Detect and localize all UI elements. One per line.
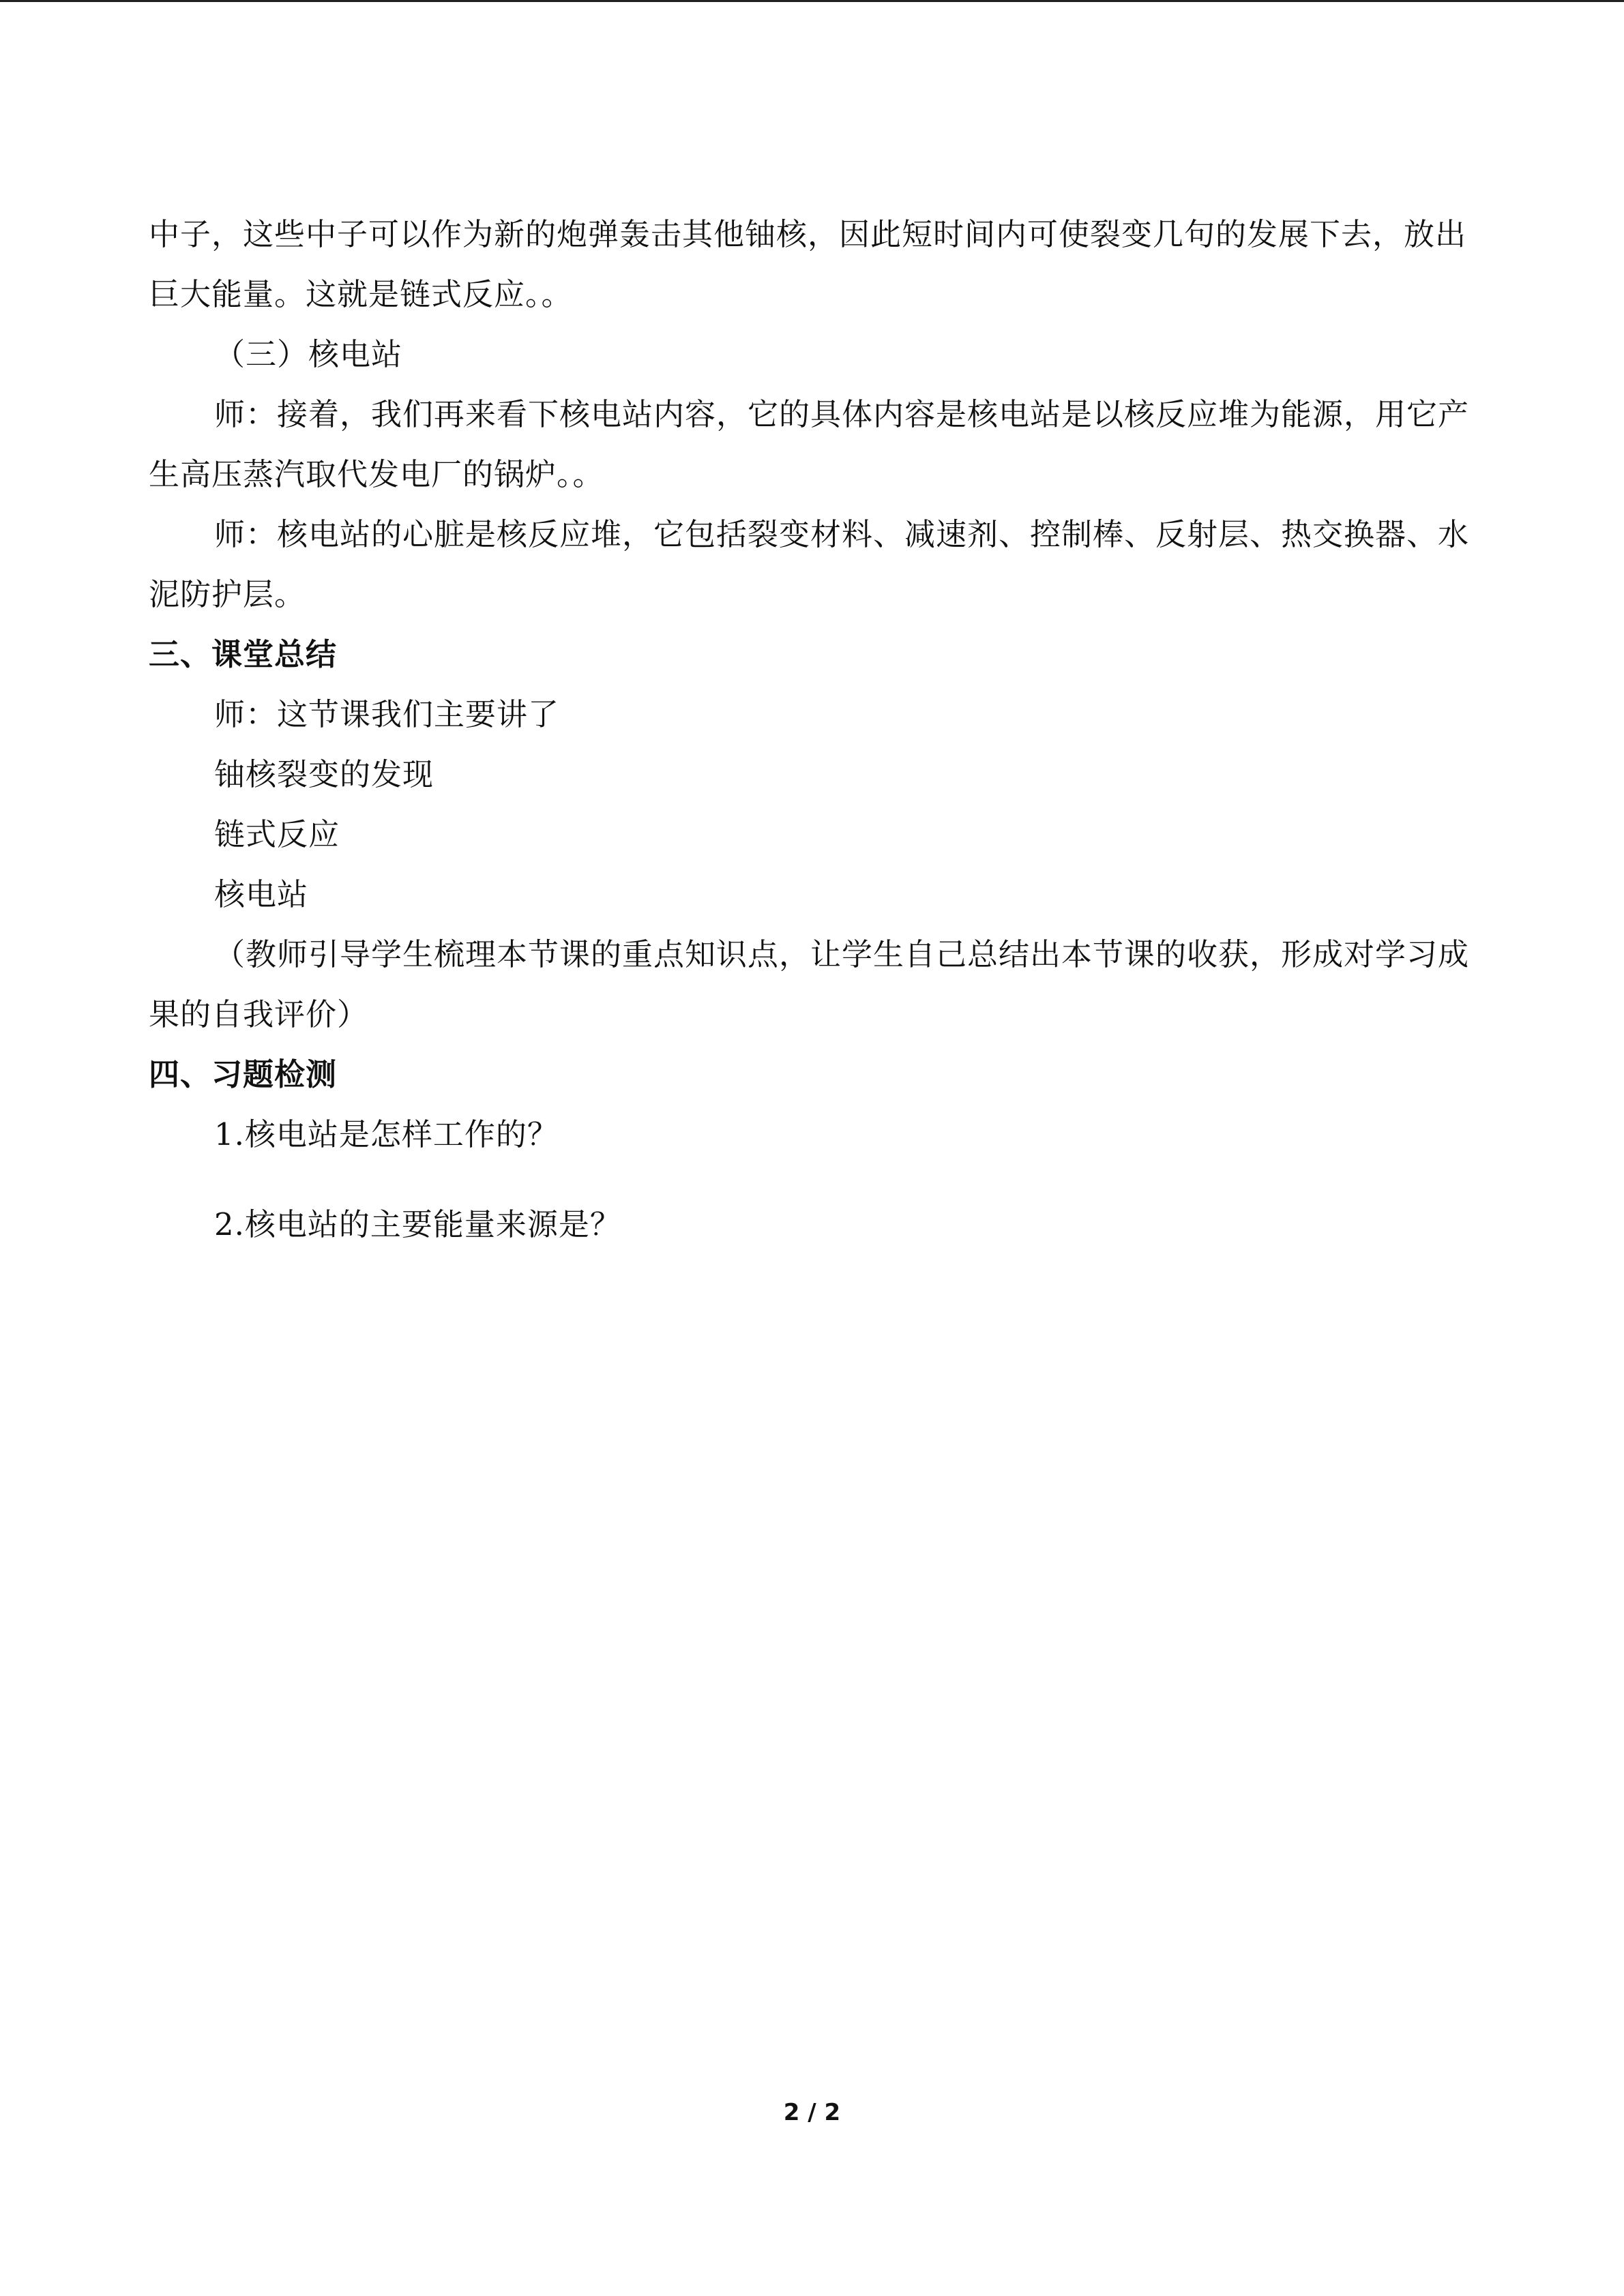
summary-note: （教师引导学生梳理本节课的重点知识点，让学生自己总结出本节课的收获，形成对学习成果的自我评价）: [149, 936, 1470, 1032]
page-number: 2 / 2: [783, 2099, 841, 2126]
summary-item: 核电站: [214, 876, 309, 912]
body-paragraph-plant-intro: 师：接着，我们再来看下核电站内容，它的具体内容是核电站是以核反应堆为能源，用它产生高压蒸汽取代发电厂的锅炉。。: [149, 396, 1470, 492]
section-heading-exercises: 四、习题检测: [149, 1056, 338, 1092]
body-paragraph-reactor-parts: 师：核电站的心脏是核反应堆，它包括裂变材料、减速剂、控制棒、反射层、热交换器、水泥防护层。: [149, 516, 1470, 612]
answer-space: [149, 1165, 1475, 1195]
summary-item: 铀核裂变的发现: [214, 756, 434, 792]
exercise-question: 2.核电站的主要能量来源是？: [214, 1206, 621, 1242]
body-paragraph-chain-reaction: 中子，这些中子可以作为新的炮弹轰击其他铀核，因此短时间内可使裂变几句的发展下去，放出巨大能量。这就是链式反应。。: [149, 216, 1467, 312]
exercise-question: 1.核电站是怎样工作的？: [214, 1116, 559, 1152]
summary-intro: 师：这节课我们主要讲了: [214, 696, 560, 732]
subsection-title-nuclear-plant: （三）核电站: [214, 336, 403, 372]
top-border-line: [0, 0, 1624, 2]
summary-item: 链式反应: [214, 816, 340, 852]
section-heading-summary: 三、课堂总结: [149, 636, 338, 672]
document-body: [149, 205, 1475, 1255]
